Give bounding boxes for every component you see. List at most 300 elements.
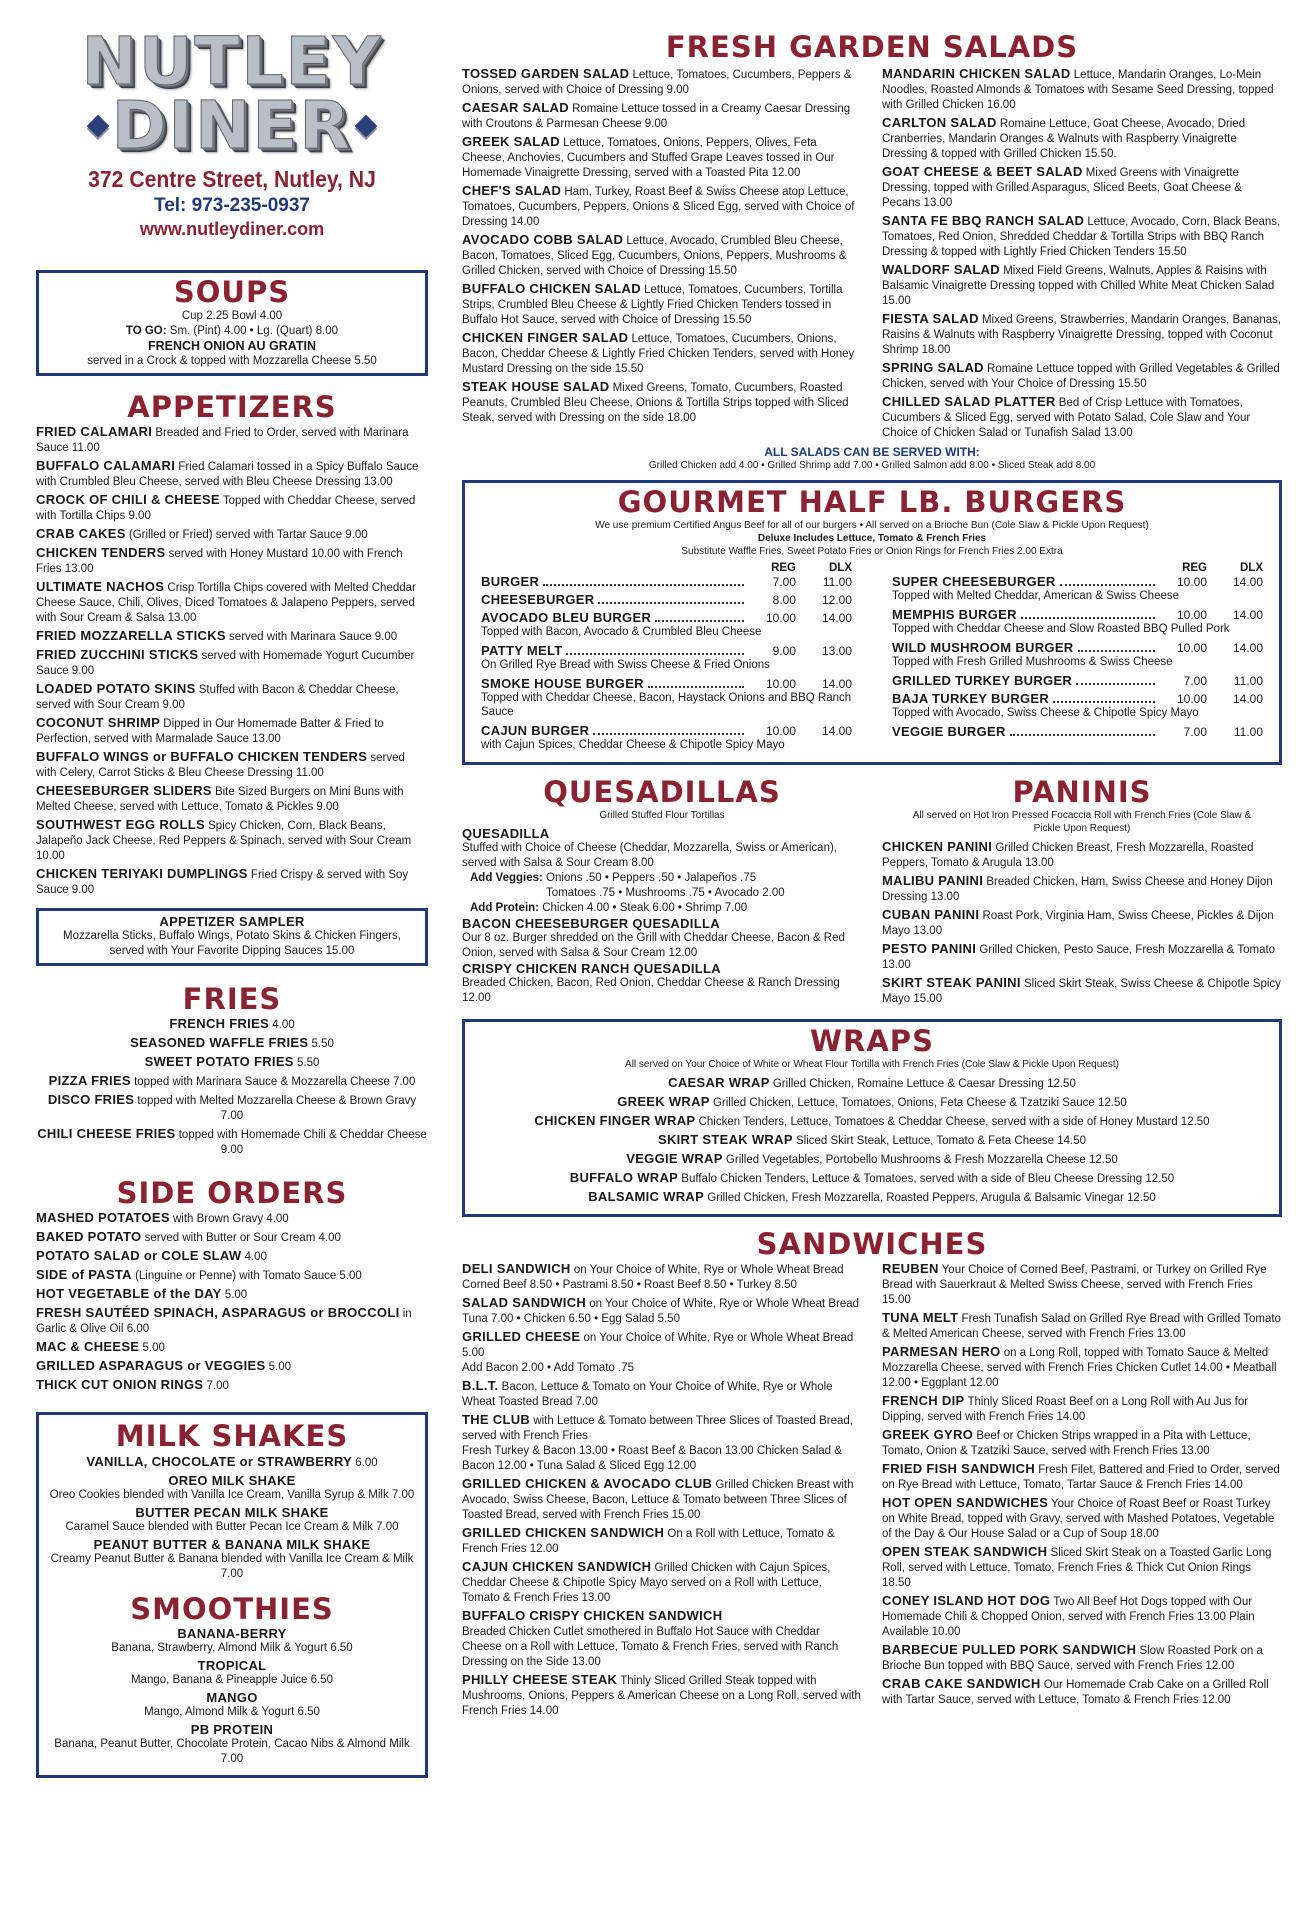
item-desc: Bacon, Lettuce & Tomato on Your Choice of White, Rye or Whole Wheat Toasted Bread 7.00	[462, 1381, 833, 1408]
item-name: REUBEN	[882, 1261, 939, 1276]
item-desc: 5.00	[139, 1342, 165, 1354]
salad-item	[462, 379, 862, 426]
item-desc: Breaded and Fried to Order, served with Marinara Sauce 11.00	[36, 427, 409, 454]
item-name: SANTA FE BBQ RANCH SALAD	[882, 213, 1085, 228]
dot-leader	[1053, 701, 1155, 703]
side-item	[36, 1229, 428, 1246]
item-desc: served with Homemade Yogurt Cucumber Sauce 9.00	[36, 650, 415, 677]
item-name: CHICKEN TERIYAKI DUMPLINGS	[36, 866, 248, 881]
logo-diner-row	[36, 87, 428, 164]
item-desc: Beef or Chicken Strips wrapped in a Pita with Lettuce, Tomato, Onion & Tzatziki Sauce, served with French Fries 13.00	[882, 1430, 1251, 1457]
sandwich-item	[462, 1476, 862, 1523]
item-name: CHEF'S SALAD	[462, 183, 562, 198]
burger-name: GRILLED TURKEY BURGER	[892, 673, 1073, 688]
item-name: OREO MILK SHAKE	[168, 1473, 296, 1488]
burgers-title: GOURMET HALF LB. BURGERS	[617, 485, 1127, 519]
sandwich-item	[882, 1544, 1282, 1591]
item-desc: 6.00	[352, 1457, 378, 1469]
wrap-item	[473, 1075, 1271, 1092]
item-extra: Add Bacon 2.00 • Add Tomato .75	[462, 1362, 634, 1374]
item-desc: 5.50	[293, 1057, 320, 1069]
smoothie-item	[45, 1722, 419, 1767]
item-name: FRIED MOZZARELLA STICKS	[36, 628, 226, 643]
togo-label: TO GO:	[125, 325, 167, 337]
burger-name: CHEESEBURGER	[481, 592, 595, 607]
quesadilla-name: QUESADILLA	[462, 826, 550, 841]
sandwich-item	[882, 1593, 1282, 1640]
item-desc: Lettuce, Tomatoes, Cucumbers, Peppers & Onions, served with Choice of Dressing 9.00	[462, 69, 852, 96]
item-desc: Romaine Lettuce, Goat Cheese, Avocado, Dried Cranberries, Mandarin Oranges & Walnuts with Raspberry Vinaigrette Dressing & topped with Grilled Chicken 15.50.	[882, 118, 1246, 160]
dot-leader	[543, 584, 744, 586]
item-desc: Mango, Almond Milk & Yogurt 6.50	[144, 1706, 320, 1718]
sandwich-item	[882, 1495, 1282, 1542]
left-column	[36, 0, 428, 1778]
burger-dlx-price: 14.00	[1232, 575, 1263, 589]
item-desc: 5.00	[221, 1289, 248, 1301]
item-desc: Banana, Strawberry, Almond Milk & Yogurt 6.50	[111, 1642, 353, 1654]
item-desc: in Garlic & Olive Oil 6.00	[36, 1308, 412, 1335]
appetizer-item	[36, 628, 428, 645]
item-desc: Mixed Greens, Tomato, Cucumbers, Roasted Peanuts, Crumbled Bleu Cheese, Onions & Tortilla Strips topped with Sliced Steak, served with Dressing on the side 18.00	[462, 382, 849, 424]
item-desc: Lettuce, Tomatoes, Cucumbers, Tortilla Strips, Crumbled Bleu Cheese & Lightly Fried Chicken Tenders tossed in Buffalo Hot Sauce, served with Choice of Dressing 15.50	[462, 284, 843, 326]
appetizer-item	[36, 749, 428, 781]
appetizer-list	[36, 424, 428, 898]
item-desc: on Your Choice of White, Rye or Whole Wheat Bread	[586, 1298, 860, 1310]
item-desc: 5.00	[265, 1361, 292, 1373]
item-name: MANGO	[206, 1690, 258, 1705]
item-name: FRENCH DIP	[882, 1393, 965, 1408]
dot-leader	[1060, 584, 1155, 586]
sandwich-item	[462, 1412, 862, 1474]
panini-item	[882, 839, 1282, 871]
item-desc: Bite Sized Burgers on Mini Buns with Melted Cheese, served with Lettuce, Tomato & Pickles 9.00	[36, 786, 404, 813]
fries-item	[36, 1126, 428, 1158]
salad-item	[462, 281, 862, 328]
salads-left	[462, 66, 862, 443]
sandwich-item	[882, 1393, 1282, 1425]
item-name: CARLTON SALAD	[882, 115, 997, 130]
burger-dlx-price: 14.00	[1232, 608, 1263, 622]
right-column	[462, 0, 1282, 1721]
diamond-icon	[86, 115, 109, 138]
item-desc: topped with Melted Mozzarella Cheese & Brown Gravy 7.00	[134, 1095, 417, 1122]
logo-nutley: NUTLEY	[81, 23, 383, 100]
fries-item	[36, 1035, 428, 1052]
item-extra: Fresh Turkey & Bacon 13.00 • Roast Beef & Bacon 13.00 Chicken Salad & Bacon 12.00 • Tuna Salad & Sliced Egg 12.00	[462, 1445, 842, 1472]
item-name: CONEY ISLAND HOT DOG	[882, 1593, 1051, 1608]
sandwich-item	[462, 1608, 862, 1670]
togo-prices: Sm. (Pint) 4.00 • Lg. (Quart) 8.00	[166, 325, 339, 337]
sandwich-item	[882, 1344, 1282, 1391]
sandwich-item	[462, 1378, 862, 1410]
burger-row	[481, 610, 852, 625]
item-name: CROCK OF CHILI & CHEESE	[36, 492, 220, 507]
item-name: BUFFALO WRAP	[569, 1170, 679, 1185]
smoothie-item	[45, 1658, 419, 1688]
burger-reg-price: 10.00	[765, 677, 796, 691]
sandwich-item	[462, 1295, 862, 1327]
item-desc: served with Celery, Carrot Sticks & Bleu Cheese Dressing 11.00	[36, 752, 405, 779]
item-desc: Breaded Chicken, Ham, Swiss Cheese and Honey Dijon Dressing 13.00	[882, 876, 1273, 903]
quesadillas-section	[462, 775, 862, 1009]
q3-desc: Breaded Chicken, Bacon, Red Onion, Cheddar Cheese & Ranch Dressing 12.00	[462, 977, 840, 1004]
item-name: BUFFALO CHICKEN SALAD	[462, 281, 641, 296]
burgers-header	[892, 562, 1263, 574]
shake-line	[45, 1453, 419, 1471]
salads-title: FRESH GARDEN SALADS	[665, 30, 1079, 64]
item-desc: Your Choice of Roast Beef or Roast Turkey on White Bread, topped with Gravy, served with Mashed Potatoes, Vegetable of the Day & Our House Salad or a Cup of Soup 18.00	[882, 1498, 1275, 1540]
burger-desc: Topped with Bacon, Avocado & Crumbled Bleu Cheese	[481, 626, 762, 638]
burger-row	[481, 676, 852, 691]
item-name: GRILLED CHEESE	[462, 1329, 581, 1344]
addons-list: Grilled Chicken add 4.00 • Grilled Shrimp add 7.00 • Grilled Salmon add 8.00 • Sliced Steak add 8.00	[648, 460, 1096, 471]
sandwich-item	[462, 1559, 862, 1606]
burger-row	[481, 723, 852, 738]
sandwich-item	[462, 1329, 862, 1376]
appetizer-item	[36, 424, 428, 456]
item-name: MALIBU PANINI	[882, 873, 984, 888]
burger-reg-price: 10.00	[1176, 641, 1207, 655]
burger-dlx-price: 11.00	[1233, 674, 1263, 688]
shake-item	[45, 1473, 419, 1503]
side-item	[36, 1210, 428, 1227]
burger-name: BURGER	[481, 574, 540, 589]
sandwich-item	[462, 1261, 862, 1293]
sandwich-item	[882, 1261, 1282, 1308]
item-desc: with Brown Gravy 4.00	[169, 1213, 289, 1225]
item-desc: Thinly Sliced Grilled Steak topped with Mushrooms, Onions, Peppers & American Cheese on a Long Roll, served with French Fries 14.00	[462, 1675, 861, 1717]
item-desc: Roast Pork, Virginia Ham, Swiss Cheese, Pickles & Dijon Mayo 13.00	[882, 910, 1274, 937]
wrap-item	[473, 1189, 1271, 1206]
dlx-header: DLX	[1240, 562, 1263, 574]
soups-title: SOUPS	[173, 275, 291, 309]
item-desc: Caramel Sauce blended with Butter Pecan Ice Cream & Milk 7.00	[65, 1521, 399, 1533]
item-desc: Romaine Lettuce topped with Grilled Vegetables & Grilled Chicken, served with Your Choice of Dressing 15.50	[882, 363, 1280, 390]
fries-item	[36, 1073, 428, 1090]
item-desc: Banana, Peanut Butter, Chocolate Protein, Cacao Nibs & Almond Milk 7.00	[54, 1738, 410, 1765]
item-desc: Sliced Skirt Steak, Lettuce, Tomato & Feta Cheese 14.50	[792, 1135, 1086, 1147]
item-desc: Grilled Chicken, Pesto Sauce, Fresh Mozzarella & Tomato 13.00	[882, 944, 1276, 971]
item-name: CAESAR SALAD	[462, 100, 569, 115]
burger-spacer	[892, 739, 1263, 742]
salad-item	[882, 213, 1282, 260]
burger-row	[892, 607, 1263, 622]
burger-name: PATTY MELT	[481, 643, 563, 658]
item-name: BUFFALO CALAMARI	[36, 458, 176, 473]
item-name: GRILLED CHICKEN SANDWICH	[462, 1525, 665, 1540]
item-name: SPRING SALAD	[882, 360, 984, 375]
diamond-icon	[355, 115, 378, 138]
sandwiches-title: SANDWICHES	[756, 1227, 988, 1261]
item-desc: with Lettuce & Tomato between Three Slices of Toasted Bread, served with French Fries	[462, 1415, 853, 1442]
item-name: SWEET POTATO FRIES	[144, 1054, 294, 1069]
item-name: GREEK GYRO	[882, 1427, 974, 1442]
wrap-item	[473, 1113, 1271, 1130]
salad-item	[882, 311, 1282, 358]
item-name: PB PROTEIN	[190, 1722, 274, 1737]
shake-item	[45, 1505, 419, 1535]
soups-prices: Cup 2.25 Bowl 4.00	[181, 310, 283, 322]
item-desc: Lettuce, Mandarin Oranges, Lo-Mein Noodles, Roasted Almonds & Tomatoes with Sesame Seed Dressing, topped with Grilled Chicken 16.00	[882, 69, 1274, 111]
wraps-title: WRAPS	[810, 1024, 934, 1058]
french-onion-desc: served in a Crock & topped with Mozzarella Cheese 5.50	[87, 355, 377, 367]
item-desc: 4.00	[241, 1251, 267, 1263]
burgers-sub3: Substitute Waffle Fries, Sweet Potato Fries or Onion Rings for French Fries 2.00 Extra	[681, 546, 1063, 557]
fries-title: FRIES	[182, 982, 282, 1016]
wrap-item	[473, 1151, 1271, 1168]
appetizers-title: APPETIZERS	[127, 390, 337, 424]
item-desc: Romaine Lettuce tossed in a Creamy Caesar Dressing with Croutons & Parmesan Cheese 9.00	[462, 103, 851, 130]
item-extra: Breaded Chicken Cutlet smothered in Buffalo Hot Sauce with Cheddar Cheese on a Roll with Lettuce, Tomato & French Fries, served with Ranch Dressing on the Side 13.00	[462, 1626, 839, 1668]
sandwich-item	[882, 1310, 1282, 1342]
salad-item	[882, 360, 1282, 392]
appetizer-item	[36, 492, 428, 524]
item-name: CHICKEN TENDERS	[36, 545, 166, 560]
dot-leader	[1076, 683, 1155, 685]
item-desc: served with Butter or Sour Cream 4.00	[141, 1232, 341, 1244]
item-name: PIZZA FRIES	[48, 1073, 131, 1088]
salad-item	[462, 100, 862, 132]
prot-label: Add Protein:	[470, 902, 539, 914]
smoothies-title: SMOOTHIES	[130, 1592, 334, 1626]
quesadillas-sub: Grilled Stuffed Flour Tortillas	[599, 810, 725, 821]
burger-desc: Topped with Avocado, Swiss Cheese & Chipotle Spicy Mayo	[892, 707, 1199, 719]
soups-box	[36, 270, 428, 376]
item-name: FRESH SAUTÉED SPINACH, ASPARAGUS or BROCCOLI	[36, 1305, 400, 1320]
item-name: SALAD SANDWICH	[462, 1295, 587, 1310]
salad-item	[882, 115, 1282, 162]
add-protein	[462, 901, 862, 916]
fries-item	[36, 1092, 428, 1124]
salad-item	[462, 330, 862, 377]
item-desc: Lettuce, Tomatoes, Cucumbers, Onions, Bacon, Cheddar Cheese & Lightly Fried Chicken Tenders, served with Honey Mustard Dressing on the side 15.50	[462, 333, 855, 375]
item-name: SEASONED WAFFLE FRIES	[130, 1035, 309, 1050]
item-name: PHILLY CHEESE STEAK	[462, 1672, 618, 1687]
item-desc: Thinly Sliced Roast Beef on a Long Roll with Au Jus for Dipping, served with French Fries 14.00	[882, 1396, 1249, 1423]
dot-leader	[598, 602, 744, 604]
burgers-left	[481, 562, 852, 756]
side-item	[36, 1248, 428, 1265]
item-desc: Slow Roasted Pork on a Brioche Bun topped with BBQ Sauce, served with French Fries 12.00	[882, 1645, 1263, 1672]
appetizer-item	[36, 783, 428, 815]
shake-item	[45, 1453, 419, 1471]
wraps-sub: All served on Your Choice of White or Wheat Flour Tortilla with French Fries (Cole Slaw & Pickle Upon Request)	[625, 1059, 1119, 1070]
item-desc: Grilled Chicken with Cajun Spices, Cheddar Cheese & Chipotle Spicy Mayo served on a Roll with Lettuce, Tomato & French Fries 13.00	[462, 1562, 831, 1604]
logo-diner: DINER	[111, 87, 353, 164]
item-desc: on a Long Roll, topped with Tomato Sauce & Melted Mozzarella Cheese, served with French Fries Chicken Cutlet 14.00 • Meatball 12.00 • Eggplant 12.00	[882, 1347, 1277, 1389]
side-item	[36, 1305, 428, 1337]
item-name: HOT OPEN SANDWICHES	[882, 1495, 1049, 1510]
veg-line2: Tomatoes .75 • Mushrooms .75 • Avocado 2.00	[546, 887, 785, 899]
item-desc: Ham, Turkey, Roast Beef & Swiss Cheese atop Lettuce, Tomatoes, Cucumbers, Peppers, Onions & Sliced Egg, served with Choice of Dressing 14.00	[462, 186, 855, 228]
dot-leader	[593, 733, 744, 735]
q2-desc: Our 8 oz. Burger shredded on the Grill with Cheddar Cheese, Bacon & Red Onion, served with Salsa & Sour Cream 12.00	[462, 932, 845, 959]
burger-reg-price: 10.00	[765, 611, 796, 625]
item-name: SKIRT STEAK PANINI	[882, 975, 1021, 990]
item-desc: Grilled Chicken, Romaine Lettuce & Caesar Dressing 12.50	[769, 1078, 1076, 1090]
item-desc: Crisp Tortilla Chips covered with Melted Cheddar Cheese Sauce, Chili, Olives, Diced Tomatoes & Jalapeno Peppers, served with Sour Cream & Salsa 13.00	[36, 582, 416, 624]
side-item	[36, 1339, 428, 1356]
item-desc: on Your Choice of White, Rye or Whole Wheat Bread 5.00	[462, 1332, 854, 1359]
telephone: Tel: 973-235-0937	[154, 195, 310, 216]
item-name: DISCO FRIES	[47, 1092, 135, 1107]
item-name: POTATO SALAD or COLE SLAW	[36, 1248, 242, 1263]
sandwich-item	[882, 1461, 1282, 1493]
item-name: BAKED POTATO	[36, 1229, 142, 1244]
item-extra: Tuna 7.00 • Chicken 6.50 • Egg Salad 5.50	[462, 1313, 680, 1325]
burgers-right	[892, 562, 1263, 756]
item-extra: Corned Beef 8.50 • Pastrami 8.50 • Roast Beef 8.50 • Turkey 8.50	[462, 1279, 797, 1291]
fries-item	[36, 1054, 428, 1071]
burger-name: VEGGIE BURGER	[892, 724, 1006, 739]
burger-name: CAJUN BURGER	[481, 723, 590, 738]
item-name: SOUTHWEST EGG ROLLS	[36, 817, 205, 832]
item-name: OPEN STEAK SANDWICH	[882, 1544, 1048, 1559]
appetizer-item	[36, 458, 428, 490]
item-desc: Topped with Cheddar Cheese, served with Tortilla Chips 9.00	[36, 495, 416, 522]
item-desc: 4.00	[269, 1019, 295, 1031]
burger-dlx-price: 14.00	[821, 611, 852, 625]
sandwiches-grid	[462, 1261, 1282, 1721]
sandwich-item	[882, 1676, 1282, 1708]
salad-item	[462, 66, 862, 98]
item-desc: served with Marinara Sauce 9.00	[225, 631, 398, 643]
item-name: CHICKEN PANINI	[882, 839, 993, 854]
item-name: BUFFALO CRISPY CHICKEN SANDWICH	[462, 1608, 723, 1623]
item-name: FRIED ZUCCHINI STICKS	[36, 647, 199, 662]
burger-desc: Topped with Melted Cheddar, American & Swiss Cheese	[892, 590, 1180, 602]
item-name: GOAT CHEESE & BEET SALAD	[882, 164, 1083, 179]
burger-dlx-price: 11.00	[822, 575, 852, 589]
item-name: BUFFALO WINGS or BUFFALO CHICKEN TENDERS	[36, 749, 368, 764]
item-desc: Grilled Chicken Breast, Fresh Mozzarella, Roasted Peppers, Tomato & Arugula 13.00	[882, 842, 1254, 869]
side-item	[36, 1377, 428, 1394]
item-desc: On a Roll with Lettuce, Tomato & French Fries 12.00	[462, 1528, 835, 1555]
item-desc: (Grilled or Fried) served with Tartar Sauce 9.00	[125, 529, 368, 541]
salad-item	[462, 134, 862, 181]
sandwich-item	[882, 1642, 1282, 1674]
item-desc: Fried Crispy & served with Soy Sauce 9.00	[36, 869, 409, 896]
burger-dlx-price: 14.00	[821, 724, 852, 738]
wraps-box	[462, 1019, 1282, 1217]
french-onion-name: FRENCH ONION AU GRATIN	[147, 339, 317, 353]
burger-name: AVOCADO BLEU BURGER	[481, 610, 652, 625]
side-item	[36, 1267, 428, 1284]
burger-desc: Topped with Fresh Grilled Mushrooms & Swiss Cheese	[892, 656, 1173, 668]
item-desc: Mixed Field Greens, Walnuts, Apples & Raisins with Balsamic Vinaigrette Dressing topped with Chilled White Meat Chicken Salad 15.00	[882, 265, 1275, 307]
panini-item	[882, 873, 1282, 905]
item-desc: Fresh Filet, Battered and Fried to Order, served on Rye Bread with Lettuce, Tomato, Tartar Sauce & French Fries 14.00	[882, 1464, 1280, 1491]
address: 372 Centre Street, Nutley, NJ	[88, 166, 376, 192]
quesadilla-panini-row	[462, 775, 1282, 1009]
item-name: COCONUT SHRIMP	[36, 715, 161, 730]
burger-row	[892, 691, 1263, 706]
drinks-box	[36, 1412, 428, 1778]
item-name: MASHED POTATOES	[36, 1210, 170, 1225]
item-desc: (Linguine or Penne) with Tomato Sauce 5.00	[131, 1270, 362, 1282]
burgers-box	[462, 480, 1282, 765]
dot-leader	[1021, 617, 1155, 619]
appetizer-item	[36, 647, 428, 679]
salads-grid	[462, 66, 1282, 443]
paninis-section	[882, 775, 1282, 1009]
burger-desc: Topped with Cheddar Cheese and Slow Roasted BBQ Pulled Pork	[892, 623, 1230, 635]
item-name: FRIED FISH SANDWICH	[882, 1461, 1036, 1476]
sides-list	[36, 1210, 428, 1394]
q3-name: CRISPY CHICKEN RANCH QUESADILLA	[462, 961, 721, 976]
veg-label: Add Veggies:	[470, 872, 543, 884]
item-desc: Grilled Chicken Breast with Avocado, Swiss Cheese, Bacon, Lettuce & Tomato between Three Slices of Toasted Bread, served with French Fries 15.00	[462, 1479, 854, 1521]
reg-header: REG	[771, 562, 796, 574]
item-name: VEGGIE WRAP	[626, 1151, 723, 1166]
appetizer-item	[36, 866, 428, 898]
item-name: PEANUT BUTTER & BANANA MILK SHAKE	[93, 1537, 371, 1552]
item-desc: Sliced Skirt Steak on a Toasted Garlic Long Roll, served with Lettuce, Tomato, French Fries & Thick Cut Onion Rings 18.50	[882, 1547, 1272, 1589]
quesadilla-desc: Stuffed with Choice of Cheese (Cheddar, Mozzarella, Swiss or American), served with Salsa & Sour Cream 8.00	[462, 842, 837, 869]
item-name: TUNA MELT	[882, 1310, 959, 1325]
burger-row	[481, 574, 852, 589]
item-name: SIDE of PASTA	[36, 1267, 132, 1282]
item-name: STEAK HOUSE SALAD	[462, 379, 610, 394]
salad-item	[882, 394, 1282, 441]
item-desc: Stuffed with Bacon & Cheddar Cheese, served with Sour Cream 9.00	[36, 684, 399, 711]
fries-list	[36, 1016, 428, 1158]
burger-dlx-price: 14.00	[821, 677, 852, 691]
burger-name: SUPER CHEESEBURGER	[892, 574, 1056, 589]
item-name: CHILI CHEESE FRIES	[37, 1126, 176, 1141]
item-desc: Mango, Banana & Pineapple Juice 6.50	[130, 1674, 334, 1686]
burger-row	[481, 643, 852, 658]
burger-reg-price: 10.00	[1176, 608, 1207, 622]
item-desc: Lettuce, Avocado, Corn, Black Beans, Tomatoes, Red Onion, Shredded Cheddar & Tortilla Strips with BBQ Ranch Dressing & topped with Lightly Fried Chicken Tenders 15.50	[882, 216, 1281, 258]
shakes-list	[45, 1453, 419, 1582]
item-name: CHILLED SALAD PLATTER	[882, 394, 1056, 409]
burger-name: MEMPHIS BURGER	[892, 607, 1017, 622]
burger-row	[892, 640, 1263, 655]
quesadillas-title: QUESADILLAS	[543, 775, 781, 809]
item-name: CHICKEN FINGER SALAD	[462, 330, 629, 345]
sandwich-item	[882, 1427, 1282, 1459]
item-desc: Spicy Chicken, Corn, Black Beans, Jalapeño Jack Cheese, Red Peppers & Spinach, served with Sour Cream 10.00	[36, 820, 412, 862]
panini-item	[882, 941, 1282, 973]
burgers-grid	[473, 562, 1271, 756]
burger-reg-price: 10.00	[1176, 692, 1207, 706]
burger-reg-price: 10.00	[1176, 575, 1207, 589]
burgers-sub1: We use premium Certified Angus Beef for all of our burgers • All served on a Brioche Bun (Cole Slaw & Pickle Upon Request)	[595, 520, 1149, 531]
item-desc: Mixed Greens, Strawberries, Mandarin Oranges, Bananas, Raisins & Walnuts with Raspberry Vinaigrette Dressing, topped with Coconut Shrimp 18.00	[882, 314, 1282, 356]
item-desc: Fresh Tunafish Salad on Grilled Rye Bread with Grilled Tomato & Melted American Cheese, served with French Fries 13.00	[882, 1313, 1281, 1340]
appetizer-item	[36, 715, 428, 747]
website-link[interactable]: www.nutleydiner.com	[139, 219, 325, 239]
dot-leader	[566, 653, 744, 655]
burger-reg-price: 9.00	[772, 644, 796, 658]
burger-name: BAJA TURKEY BURGER	[892, 691, 1050, 706]
panini-item	[882, 907, 1282, 939]
burger-desc: Topped with Cheddar Cheese, Bacon, Haystack Onions and BBQ Ranch Sauce	[481, 692, 852, 718]
item-desc: Buffalo Chicken Tenders, Lettuce & Tomatoes, served with a side of Bleu Cheese Dressing 12.50	[678, 1173, 1175, 1185]
item-desc: topped with Marinara Sauce & Mozzarella Cheese 7.00	[130, 1076, 416, 1088]
burger-reg-price: 7.00	[1183, 674, 1207, 688]
salads-right	[882, 66, 1282, 443]
sandwiches-left	[462, 1261, 862, 1721]
burger-reg-price: 8.00	[772, 593, 796, 607]
item-name: MAC & CHEESE	[36, 1339, 140, 1354]
burger-dlx-price: 11.00	[1233, 725, 1263, 739]
item-desc: served with Honey Mustard 10.00 with French Fries 13.00	[36, 548, 403, 575]
item-name: GREEK WRAP	[617, 1094, 710, 1109]
veg-line1: Onions .50 • Peppers .50 • Jalapeños .75	[542, 872, 757, 884]
dot-leader	[1010, 734, 1155, 736]
